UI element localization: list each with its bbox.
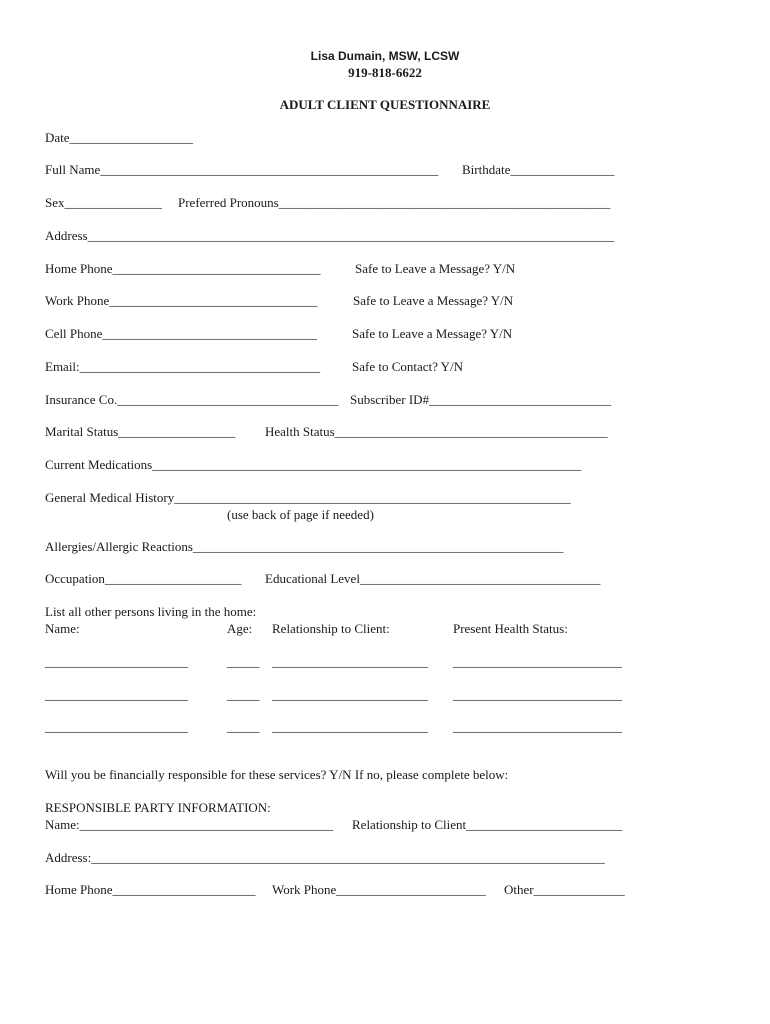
responsible-party-other-phone-field[interactable]: Other______________ [504, 882, 625, 897]
pronouns-field[interactable]: Preferred Pronouns___________________________________________________ [178, 195, 611, 210]
address-field[interactable]: Address_________________________________________________________________________________ [45, 228, 615, 243]
household-intro: List all other persons living in the home: [45, 604, 257, 619]
sex-field[interactable]: Sex_______________ [45, 195, 162, 210]
health-status-field[interactable]: Health Status__________________________________________ [265, 424, 608, 439]
subscriber-id-field[interactable]: Subscriber ID#____________________________ [350, 392, 612, 407]
work-phone-field[interactable]: Work Phone________________________________ [45, 293, 318, 308]
email-field[interactable]: Email:_____________________________________ [45, 359, 321, 374]
household-row-3-name[interactable]: ______________________ [45, 719, 188, 734]
household-row-3-age[interactable]: _____ [227, 719, 260, 734]
allergies-field[interactable]: Allergies/Allergic Reactions_________________________________________________________ [45, 539, 564, 554]
provider-phone: 919-818-6622 [348, 65, 422, 80]
full-name-field[interactable]: Full Name____________________________________________________ [45, 162, 439, 177]
home-phone-field[interactable]: Home Phone________________________________ [45, 261, 321, 276]
responsible-party-relationship-field[interactable]: Relationship to Client________________________ [352, 817, 623, 832]
responsible-party-name-field[interactable]: Name:_______________________________________ [45, 817, 334, 832]
household-row-2-name[interactable]: ______________________ [45, 687, 188, 702]
household-row-2-health[interactable]: __________________________ [453, 687, 622, 702]
household-header-relationship: Relationship to Client: [272, 621, 390, 636]
household-row-1-name[interactable]: ______________________ [45, 654, 188, 669]
education-level-field[interactable]: Educational Level_____________________________________ [265, 571, 601, 586]
financial-responsibility-question[interactable]: Will you be financially responsible for these services? Y/N If no, please complete below: [45, 767, 509, 782]
household-row-1-age[interactable]: _____ [227, 654, 260, 669]
home-phone-message-option[interactable]: Safe to Leave a Message? Y/N [355, 261, 516, 276]
date-field[interactable]: Date___________________ [45, 130, 194, 145]
work-phone-message-option[interactable]: Safe to Leave a Message? Y/N [353, 293, 514, 308]
email-contact-option[interactable]: Safe to Contact? Y/N [352, 359, 464, 374]
cell-phone-message-option[interactable]: Safe to Leave a Message? Y/N [352, 326, 513, 341]
household-header-health: Present Health Status: [453, 621, 568, 636]
current-medications-field[interactable]: Current Medications__________________________________________________________________ [45, 457, 582, 472]
provider-name: Lisa Dumain, MSW, LCSW [310, 49, 460, 63]
household-row-3-relationship[interactable]: ________________________ [272, 719, 428, 734]
household-row-3-health[interactable]: __________________________ [453, 719, 622, 734]
medical-history-note: (use back of page if needed) [227, 507, 374, 522]
household-row-2-age[interactable]: _____ [227, 687, 260, 702]
cell-phone-field[interactable]: Cell Phone_________________________________ [45, 326, 317, 341]
marital-status-field[interactable]: Marital Status__________________ [45, 424, 236, 439]
household-header-name: Name: [45, 621, 80, 636]
responsible-party-home-phone-field[interactable]: Home Phone______________________ [45, 882, 256, 897]
household-row-1-relationship[interactable]: ________________________ [272, 654, 428, 669]
birthdate-field[interactable]: Birthdate________________ [462, 162, 615, 177]
insurance-field[interactable]: Insurance Co.__________________________________ [45, 392, 339, 407]
responsible-party-address-field[interactable]: Address:_______________________________________________________________________________ [45, 850, 605, 865]
household-row-1-health[interactable]: __________________________ [453, 654, 622, 669]
medical-history-field[interactable]: General Medical History_____________________________________________________________ [45, 490, 571, 505]
household-header-age: Age: [227, 621, 253, 636]
occupation-field[interactable]: Occupation_____________________ [45, 571, 242, 586]
responsible-party-heading: RESPONSIBLE PARTY INFORMATION: [45, 800, 271, 815]
responsible-party-work-phone-field[interactable]: Work Phone_______________________ [272, 882, 486, 897]
household-row-2-relationship[interactable]: ________________________ [272, 687, 428, 702]
form-title: ADULT CLIENT QUESTIONNAIRE [279, 97, 491, 112]
